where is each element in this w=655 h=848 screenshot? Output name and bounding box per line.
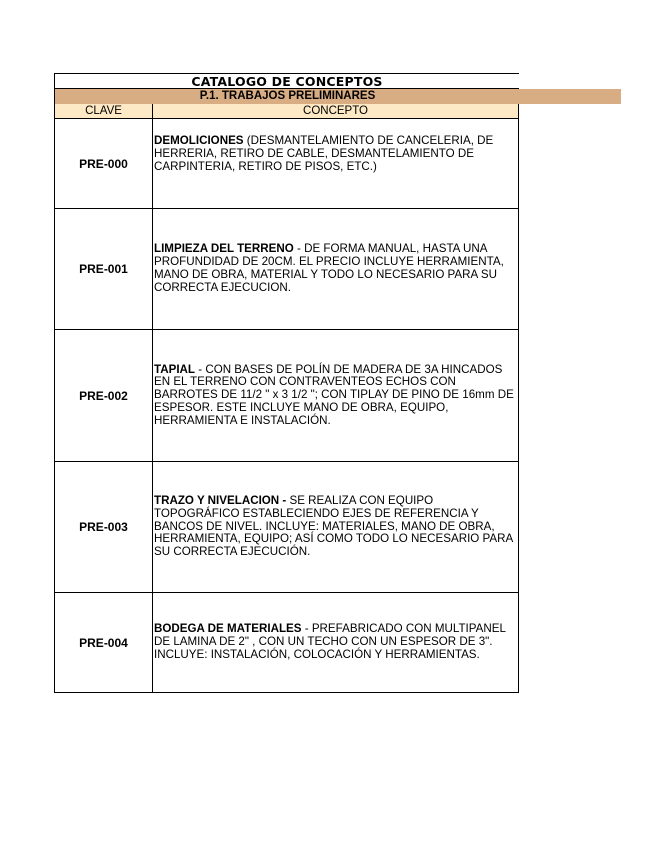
table-row xyxy=(54,462,519,593)
catalog-title: CATALOGO DE CONCEPTOS xyxy=(54,73,519,89)
row-concepto xyxy=(153,209,518,329)
row-concepto-description: - CON BASES DE POLÍN DE MADERA DE 3A HINCADOS EN EL TERRENO CON CONTRAVENTEOS ECHOS CON BARROTES DE 11/2 " x 3 1/2 "; CON TIPLAY DE PINO DE 16mm DE ESPESOR. ESTE INCLUYE MANO DE OBRA, EQUIPO, HERRAMIENTA E INSTALACIÓN. xyxy=(154,362,514,427)
table-row xyxy=(54,209,519,330)
row-clave: PRE-000 xyxy=(55,119,153,208)
header-clave: CLAVE xyxy=(55,104,153,118)
row-clave: PRE-002 xyxy=(55,330,153,461)
table-row xyxy=(54,330,519,462)
row-clave: PRE-001 xyxy=(55,209,153,329)
row-concepto-name: TRAZO Y NIVELACION - xyxy=(154,494,287,507)
row-concepto-name: DEMOLICIONES xyxy=(154,134,244,147)
row-concepto xyxy=(153,593,518,692)
row-concepto-description: (DESMANTELAMIENTO DE CANCELERIA, DE HERRERIA, RETIRO DE CABLE, DESMANTELAMIENTO DE CARPINTERIA, RETIRO DE PISOS, ETC.) xyxy=(154,134,494,173)
row-concepto xyxy=(153,119,518,208)
section-header xyxy=(54,89,621,104)
row-concepto-description: SE REALIZA CON EQUIPO TOPOGRÁFICO ESTABLECIENDO EJES DE REFERENCIA Y BANCOS DE NIVEL. INCLUYE: MATERIALES, MANO DE OBRA, HERRAMIENTA, EQUIPO; ASÍ COMO TODO LO NECESARIO PARA SU CORRECTA EJECUCIÓN. xyxy=(154,494,513,559)
row-clave: PRE-004 xyxy=(55,593,153,692)
column-headers xyxy=(54,104,519,119)
row-concepto-description: - DE FORMA MANUAL, HASTA UNA PROFUNDIDAD DE 20CM. EL PRECIO INCLUYE HERRAMIENTA, MANO DE OBRA, MATERIAL Y TODO LO NECESARIO PARA SU CORRECTA EJECUCION. xyxy=(154,242,504,294)
row-concepto-description: - PREFABRICADO CON MULTIPANEL DE LAMINA DE 2" , CON UN TECHO CON UN ESPESOR DE 3". INCLUYE: INSTALACIÓN, COLOCACIÓN Y HERRAMIENTAS. xyxy=(154,622,506,661)
row-clave: PRE-003 xyxy=(55,462,153,592)
header-concepto: CONCEPTO xyxy=(303,105,368,117)
row-concepto xyxy=(153,330,518,461)
row-concepto xyxy=(153,462,518,592)
row-concepto-name: LIMPIEZA DEL TERRENO xyxy=(154,242,294,256)
table-row xyxy=(54,593,519,693)
row-concepto-name: BODEGA DE MATERIALES xyxy=(154,622,302,636)
row-concepto-name: TAPIAL xyxy=(154,362,196,376)
catalog-sheet xyxy=(54,73,519,693)
table-row xyxy=(54,119,519,209)
section-title: P.1. TRABAJOS PRELIMINARES xyxy=(199,90,376,102)
